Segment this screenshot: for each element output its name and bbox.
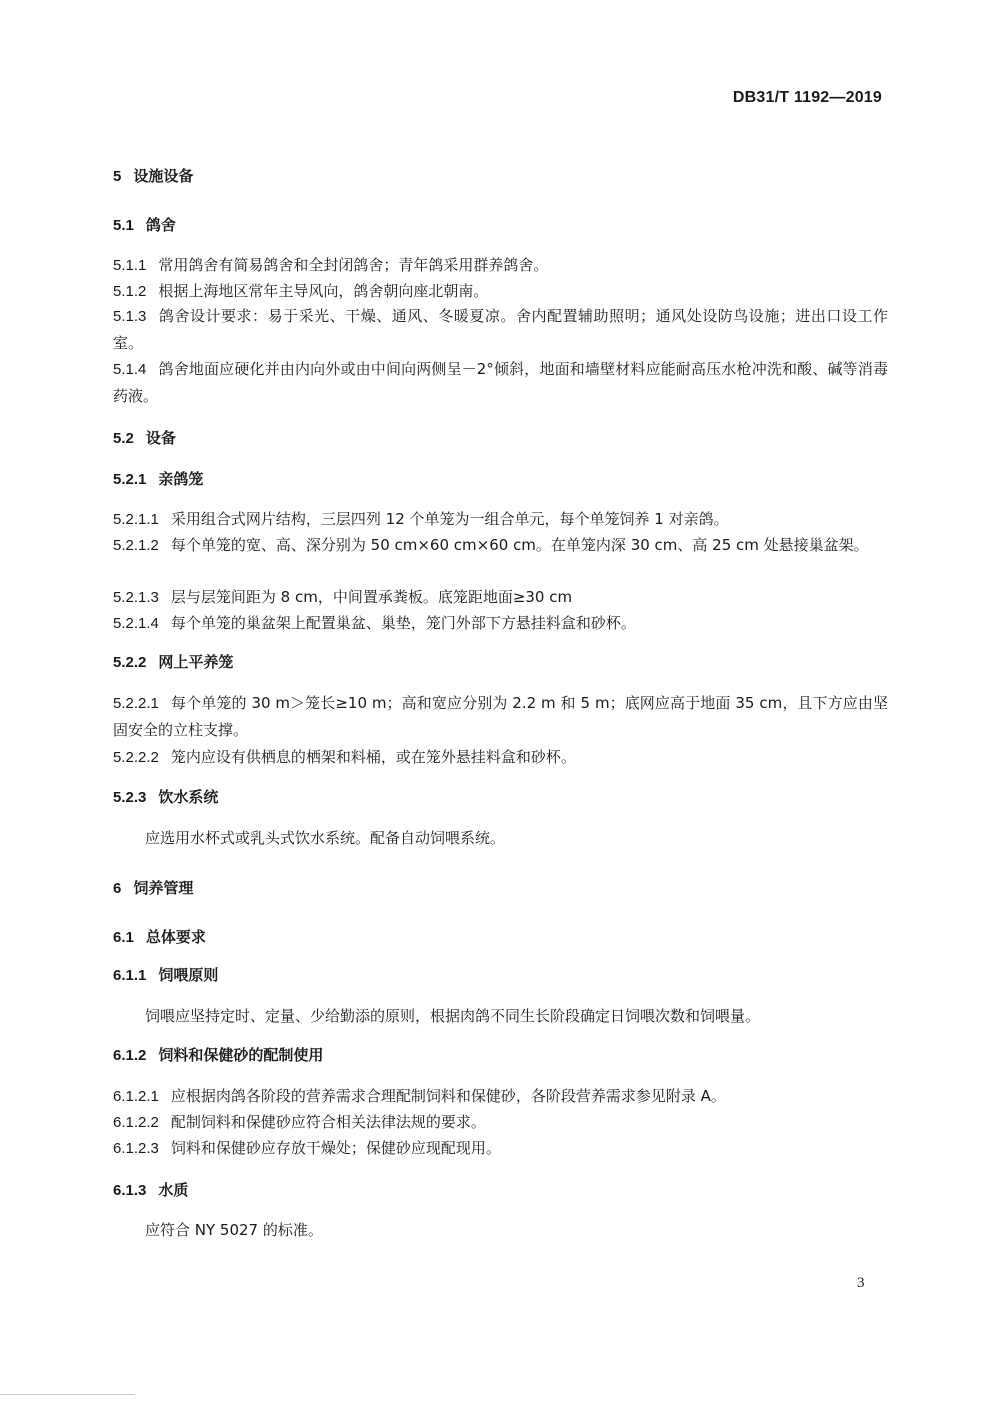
section-heading-5: 5 设施设备: [113, 167, 194, 185]
paragraph-feeding-principle: 饲喂应坚持定时、定量、少给勤添的原则，根据肉鸽不同生长阶段确定日饲喂次数和饲喂量。: [145, 1007, 761, 1025]
section-heading-5-2-1: 5.2.1 亲鸽笼: [113, 470, 204, 488]
clause-5-2-1-3: 5.2.1.3 层与层笼间距为 8 cm，中间置承粪板。底笼距地面≥30 cm: [113, 588, 573, 606]
paragraph-water-quality: 应符合 NY 5027 的标准。: [145, 1221, 323, 1239]
section-heading-5-1: 5.1 鸽舍: [113, 216, 176, 234]
section-heading-5-2-3: 5.2.3 饮水系统: [113, 788, 219, 806]
clause-5-2-2-1: 5.2.2.1 每个单笼的 30 m＞笼长≥10 m；高和宽应分别为 2.2 m 和 5 m；底网应高于地面 35 cm，且下方应由坚固安全的立柱支撑。: [113, 694, 888, 739]
section-heading-5-2-2: 5.2.2 网上平养笼: [113, 653, 234, 671]
clause-5-1-4: 5.1.4 鸽舍地面应硬化并由内向外或由中间向两侧呈－2°倾斜，地面和墙壁材料应能耐高压水枪冲洗和酸、碱等消毒药液。: [113, 360, 888, 405]
page-number: 3: [857, 1275, 865, 1291]
paragraph-drinking-system: 应选用水杯式或乳头式饮水系统。配备自动饲喂系统。: [145, 829, 506, 847]
section-heading-6-1-1: 6.1.1 饲喂原则: [113, 966, 219, 984]
clause-6-1-2-2: 6.1.2.2 配制饲料和保健砂应符合相关法律法规的要求。: [113, 1113, 486, 1131]
section-heading-6-1-3: 6.1.3 水质: [113, 1181, 189, 1199]
clause-5-1-1: 5.1.1 常用鸽舍有简易鸽舍和全封闭鸽舍；青年鸽采用群养鸽舍。: [113, 256, 549, 274]
clause-6-1-2-3: 6.1.2.3 饲料和保健砂应存放干燥处；保健砂应现配现用。: [113, 1139, 501, 1157]
clause-5-1-3: 5.1.3 鸽舍设计要求：易于采光、干燥、通风、冬暖夏凉。舍内配置辅助照明；通风处设防鸟设施；进出口设工作室。: [113, 307, 888, 352]
clause-5-2-2-2: 5.2.2.2 笼内应设有供栖息的栖架和料桶，或在笼外悬挂料盒和砂杯。: [113, 748, 576, 766]
clause-5-1-2: 5.1.2 根据上海地区常年主导风向，鸽舍朝向座北朝南。: [113, 282, 489, 300]
footer-rule: [0, 1394, 135, 1395]
section-heading-6-1-2: 6.1.2 饲料和保健砂的配制使用: [113, 1046, 324, 1064]
clause-5-2-1-4: 5.2.1.4 每个单笼的巢盆架上配置巢盆、巢垫，笼门外部下方悬挂料盒和砂杯。: [113, 614, 636, 632]
clause-6-1-2-1: 6.1.2.1 应根据肉鸽各阶段的营养需求合理配制饲料和保健砂，各阶段营养需求参见附录 A。: [113, 1087, 726, 1105]
section-heading-5-2: 5.2 设备: [113, 429, 176, 447]
clause-5-2-1-2: 5.2.1.2 每个单笼的宽、高、深分别为 50 cm×60 cm×60 cm。在单笼内深 30 cm、高 25 cm 处悬接巢盆架。: [113, 536, 869, 554]
section-heading-6: 6 饲养管理: [113, 879, 194, 897]
clause-5-2-1-1: 5.2.1.1 采用组合式网片结构，三层四列 12 个单笼为一组合单元，每个单笼饲养 1 对亲鸽。: [113, 510, 729, 528]
section-heading-6-1: 6.1 总体要求: [113, 928, 206, 946]
standard-code: DB31/T 1192—2019: [732, 89, 882, 106]
